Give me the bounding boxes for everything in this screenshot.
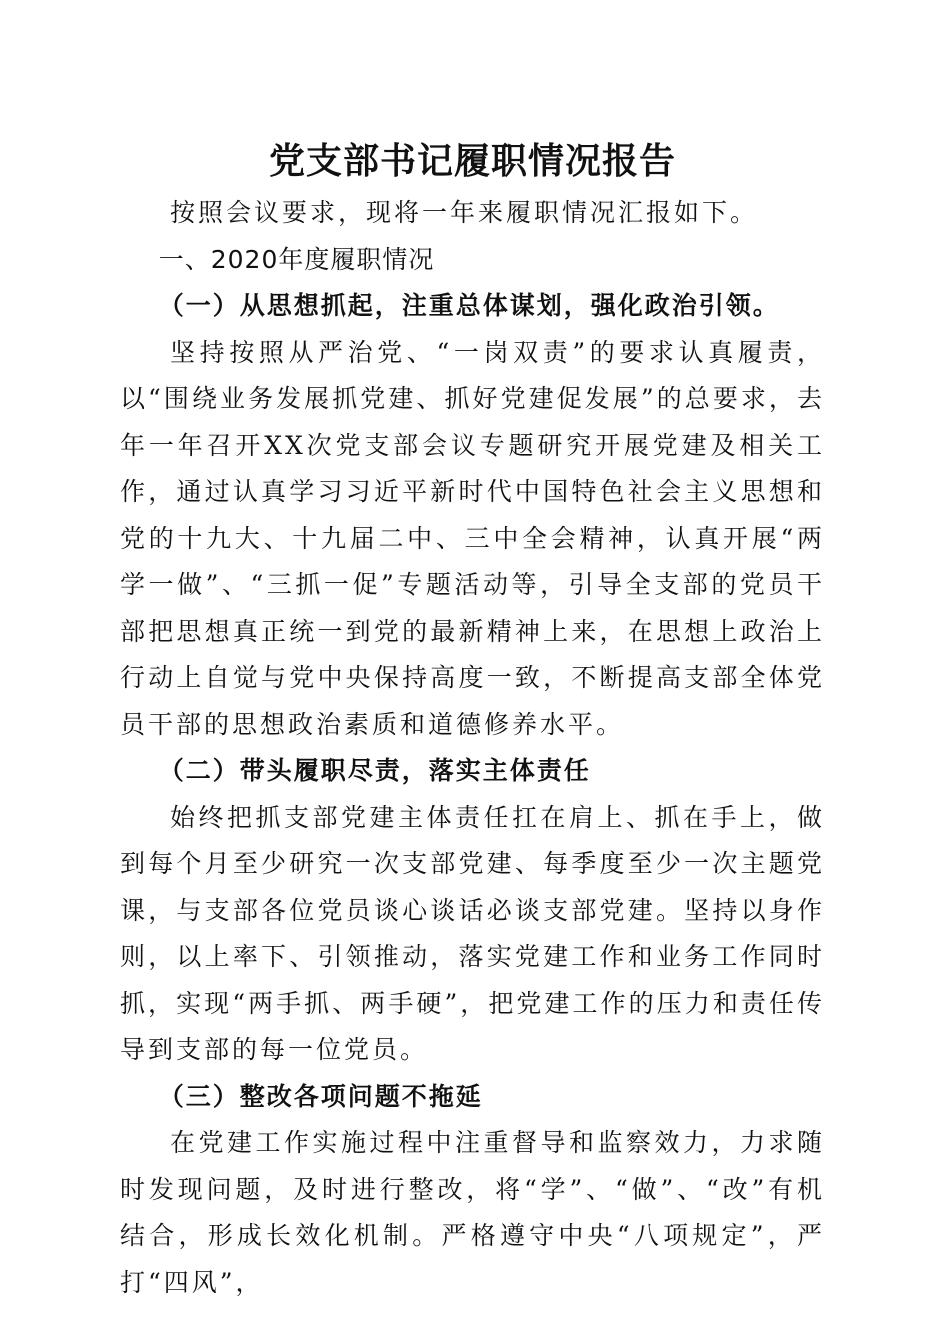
subsection-body-2: 始终把抓支部党建主体责任扛在肩上、抓在手上，做到每个月至少研究一次支部党建、每季度至少一次主题党课，与支部各位党员谈心谈话必谈支部党建。坚持以身作则，以上率下、引领推动，落实党建工作和业务工作同时抓，实现“两手抓、两手硬”，把党建工作的压力和责任传导到支部的每一位党员。	[120, 802, 825, 1064]
subsection-body-1: 坚持按照从严治党、“一岗双责”的要求认真履责，以“围绕业务发展抓党建、抓好党建促发展”的总要求，去年一年召开XX次党支部会议专题研究开展党建及相关工作，通过认真学习习近平新时代中国特色社会主义思想和党的十九大、十九届二中、三中全会精神，认真开展“两学一做”、“三抓一促”专题活动等，引导全支部的党员干部把思想真正统一到党的最新精神上来，在思想上政治上行动上自觉与党中央保持高度一致，不断提高支部全体党员干部的思想政治素质和道德修养水平。	[120, 337, 825, 739]
document-title: 党支部书记履职情况报告	[268, 140, 676, 182]
subsection-body-3: 在党建工作实施过程中注重督导和监察效力，力求随时发现问题，及时进行整改，将“学”、“做”、“改”有机结合，形成长效化机制。严格遵守中央“八项规定”，严打“四风”，	[120, 1128, 825, 1297]
subsection-heading-2: （二）带头履职尽责，落实主体责任	[158, 756, 591, 785]
subsection-heading-3: （三）整改各项问题不拖延	[158, 1081, 483, 1111]
intro-paragraph: 按照会议要求，现将一年来履职情况汇报如下。	[170, 198, 759, 227]
subsection-heading-1: （一）从思想抓起，注重总体谋划，强化政治引领。	[158, 291, 780, 320]
section-heading-2020: 一、2020年度履职情况	[158, 244, 435, 274]
document-content	[120, 132, 825, 1306]
